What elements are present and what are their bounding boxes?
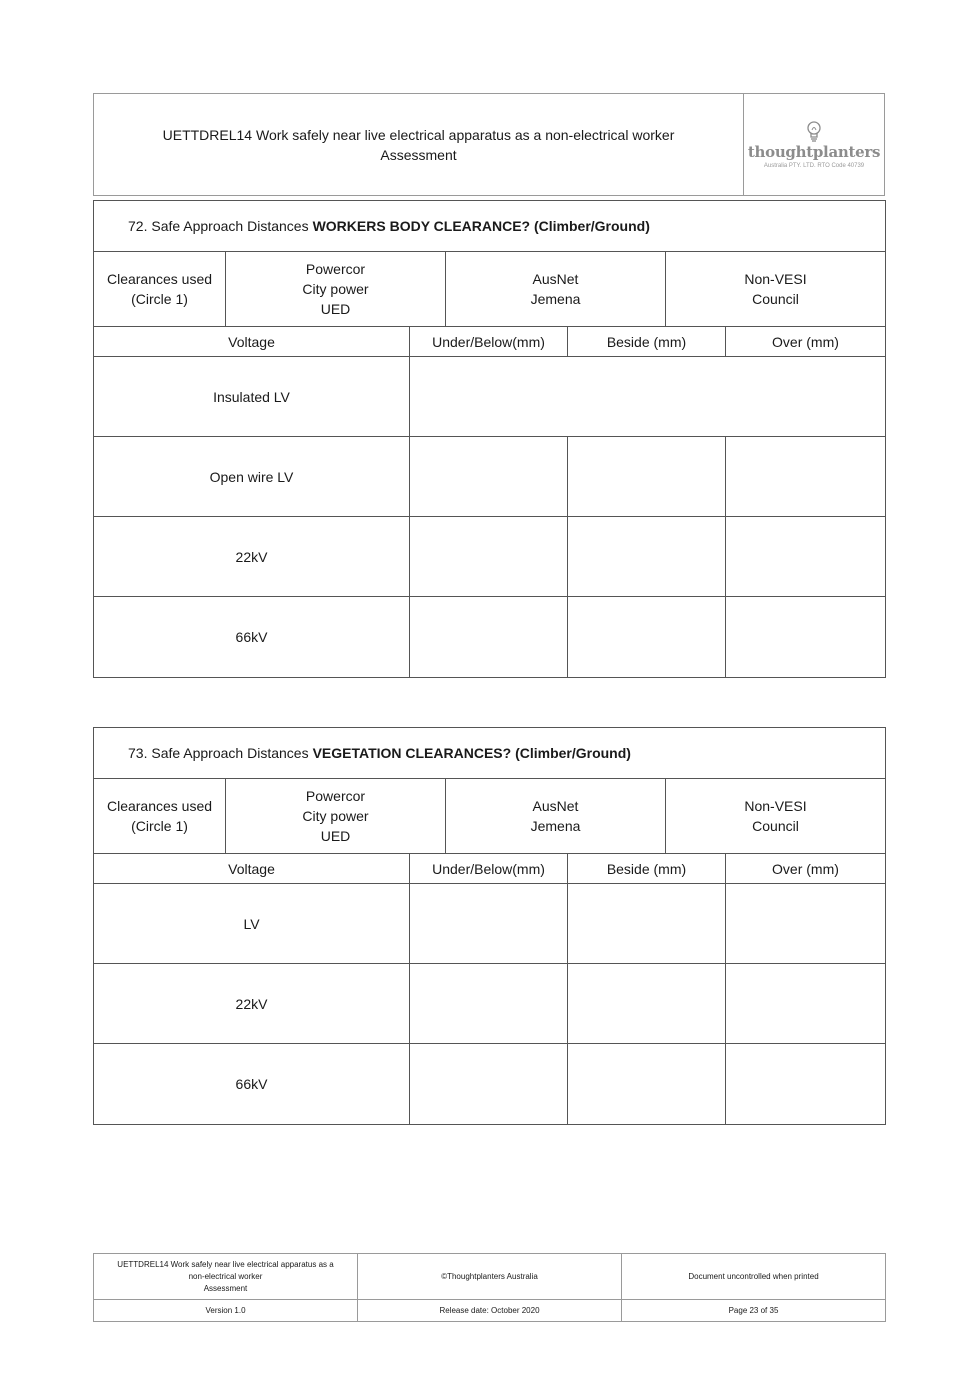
answer-cell-under[interactable]	[410, 964, 568, 1043]
option-text: Jemena	[530, 818, 581, 834]
clearance-option-ausnet[interactable]	[446, 779, 666, 853]
option-text: Non-VESI	[744, 271, 807, 287]
clearances-label-line2: (Circle 1)	[131, 291, 188, 307]
answer-cell-over[interactable]	[726, 1044, 885, 1124]
document-title-line1: UETTDREL14 Work safely near live electrical apparatus as a non-electrical worker	[162, 126, 675, 143]
table-row	[94, 964, 885, 1044]
answer-cell-merged[interactable]	[410, 357, 885, 436]
clearances-label	[94, 252, 226, 326]
column-header-voltage: Voltage	[94, 327, 410, 356]
clearances-label	[94, 779, 226, 853]
table-row	[94, 597, 885, 677]
clearance-option-nonvesi[interactable]	[666, 252, 885, 326]
footer-doc-line1: UETTDREL14 Work safely near live electrical apparatus as a	[117, 1259, 334, 1269]
column-header-under: Under/Below(mm)	[410, 854, 568, 883]
footer-version: Version 1.0	[94, 1300, 358, 1321]
table-row	[94, 884, 885, 964]
voltage-label: 22kV	[94, 517, 410, 596]
answer-cell-beside[interactable]	[568, 597, 726, 677]
column-header-voltage: Voltage	[94, 854, 410, 883]
clearance-option-nonvesi[interactable]	[666, 779, 885, 853]
question-73-prefix: Safe Approach Distances	[151, 745, 309, 761]
document-title	[94, 94, 744, 195]
option-text: City power	[302, 281, 369, 297]
option-text: UED	[320, 828, 351, 844]
clearances-label-line1: Clearances used	[106, 798, 213, 814]
footer-control-notice: Document uncontrolled when printed	[688, 1271, 819, 1281]
clearance-option-powercor[interactable]	[226, 779, 446, 853]
option-text: Council	[752, 291, 799, 307]
table-row	[94, 437, 885, 517]
company-logo	[744, 94, 884, 195]
clearances-row	[94, 252, 885, 327]
lightbulb-icon	[806, 121, 822, 143]
footer-doc-line2: non-electrical worker	[188, 1271, 263, 1281]
clearances-row	[94, 779, 885, 854]
document-title-line2: Assessment	[380, 146, 457, 163]
voltage-label: Open wire LV	[94, 437, 410, 516]
answer-cell-under[interactable]	[410, 437, 568, 516]
answer-cell-under[interactable]	[410, 597, 568, 677]
answer-cell-under[interactable]	[410, 517, 568, 596]
voltage-label: LV	[94, 884, 410, 963]
footer-document-title	[94, 1254, 358, 1299]
question-72-table	[93, 200, 886, 678]
column-header-over: Over (mm)	[772, 860, 839, 877]
answer-cell-beside[interactable]	[568, 964, 726, 1043]
logo-subtitle: Australia PTY. LTD. RTO Code 40739	[763, 162, 865, 169]
footer-doc-line3: Assessment	[203, 1283, 248, 1293]
answer-cell-under[interactable]	[410, 1044, 568, 1124]
question-72-topic: WORKERS BODY CLEARANCE? (Climber/Ground)	[312, 218, 650, 234]
option-text: Non-VESI	[744, 798, 807, 814]
column-header-row	[94, 327, 885, 357]
column-header-row	[94, 854, 885, 884]
option-text: AusNet	[532, 798, 579, 814]
question-72-title	[94, 201, 885, 252]
clearance-option-powercor[interactable]	[226, 252, 446, 326]
table-row	[94, 1044, 885, 1124]
option-text: UED	[320, 301, 351, 317]
table-row	[94, 517, 885, 597]
answer-cell-over[interactable]	[726, 597, 885, 677]
voltage-label: Insulated LV	[94, 357, 410, 436]
option-text: City power	[302, 808, 369, 824]
clearances-label-line2: (Circle 1)	[131, 818, 188, 834]
footer-copyright: ©Thoughtplanters Australia	[358, 1254, 622, 1299]
option-text: Powercor	[305, 261, 366, 277]
page-footer	[93, 1253, 886, 1322]
option-text: Jemena	[530, 291, 581, 307]
answer-cell-over[interactable]	[726, 884, 885, 963]
column-header-under: Under/Below(mm)	[410, 327, 568, 356]
column-header-beside: Beside (mm)	[568, 327, 726, 356]
question-72-number: 72.	[128, 218, 148, 234]
answer-cell-beside[interactable]	[568, 517, 726, 596]
answer-cell-beside[interactable]	[568, 437, 726, 516]
footer-release-date: Release date: October 2020	[358, 1300, 622, 1321]
voltage-label: 66kV	[94, 1044, 410, 1124]
voltage-label: 66kV	[94, 597, 410, 677]
column-header-beside: Beside (mm)	[568, 854, 726, 883]
voltage-label: 22kV	[94, 964, 410, 1043]
question-73-number: 73.	[128, 745, 148, 761]
answer-cell-beside[interactable]	[568, 1044, 726, 1124]
logo-wordmark: thoughtplanters	[747, 142, 881, 161]
clearances-label-line1: Clearances used	[106, 271, 213, 287]
clearance-option-ausnet[interactable]	[446, 252, 666, 326]
option-text: AusNet	[532, 271, 579, 287]
answer-cell-over[interactable]	[726, 517, 885, 596]
option-text: Powercor	[305, 788, 366, 804]
answer-cell-over[interactable]	[726, 437, 885, 516]
question-72-prefix: Safe Approach Distances	[151, 218, 309, 234]
column-header-over: Over (mm)	[772, 333, 839, 350]
footer-row-1	[94, 1254, 885, 1300]
answer-cell-beside[interactable]	[568, 884, 726, 963]
footer-row-2	[94, 1300, 885, 1321]
option-text: Council	[752, 818, 799, 834]
question-73-title	[94, 728, 885, 779]
question-73-table	[93, 727, 886, 1125]
answer-cell-under[interactable]	[410, 884, 568, 963]
page-header	[93, 93, 885, 196]
table-row	[94, 357, 885, 437]
footer-page-number: Page 23 of 35	[728, 1305, 779, 1315]
question-73-topic: VEGETATION CLEARANCES? (Climber/Ground)	[312, 745, 631, 761]
answer-cell-over[interactable]	[726, 964, 885, 1043]
